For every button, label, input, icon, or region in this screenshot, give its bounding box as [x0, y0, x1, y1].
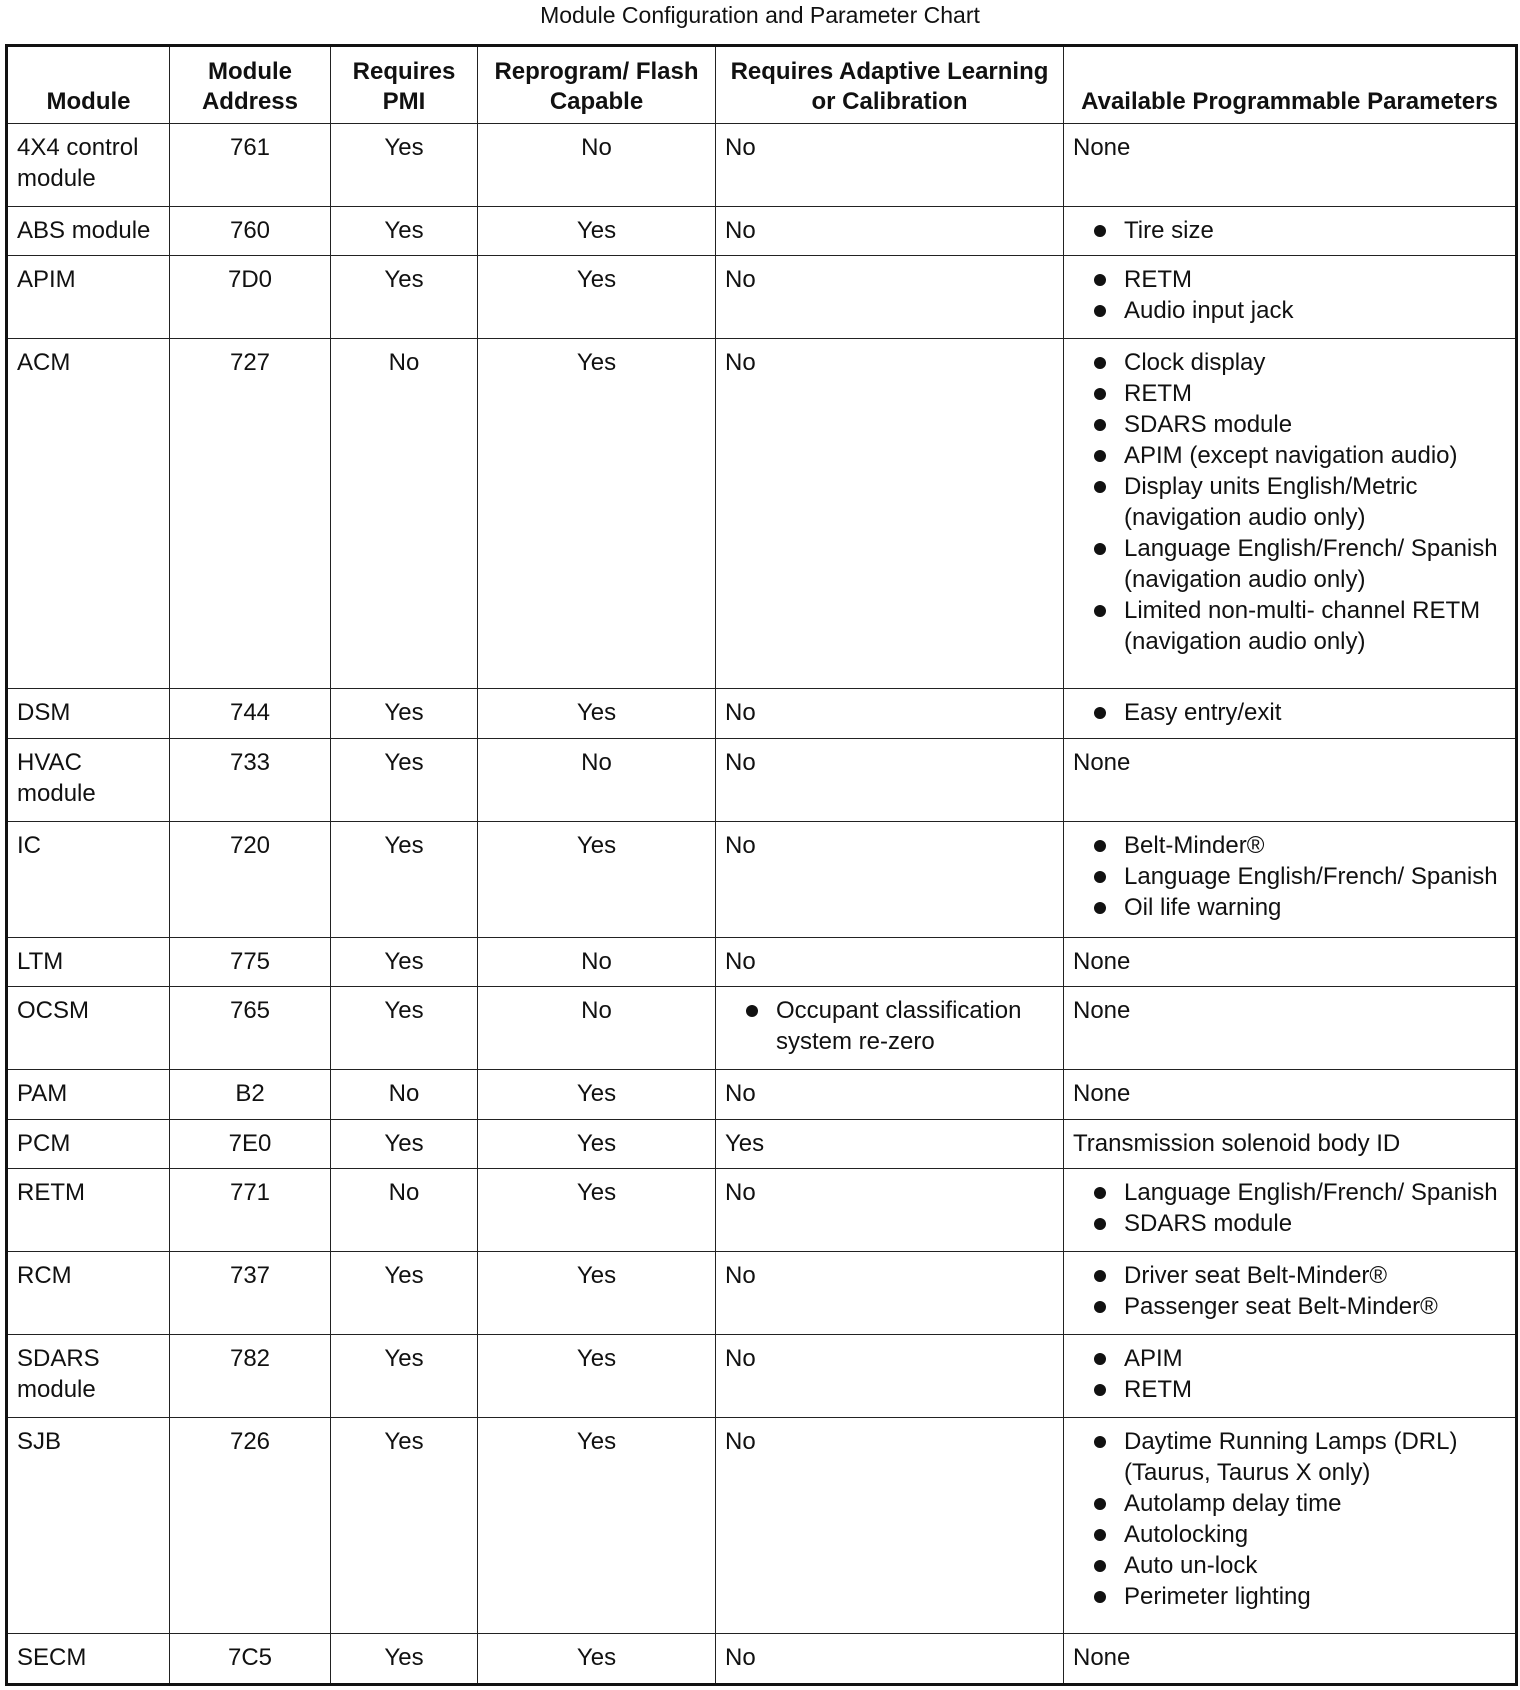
parameter-list [1073, 1177, 1506, 1239]
table-row [7, 1252, 1517, 1335]
cell-module: HVAC module [7, 738, 170, 821]
cell-adaptive-learning: No [716, 821, 1064, 937]
parameter-list-item: APIM (except navigation audio) [1073, 440, 1506, 471]
cell-programmable-parameters [1064, 1169, 1517, 1252]
parameter-list-item: Display units English/Metric (navigation audio only) [1073, 471, 1506, 533]
cell-reprogram-flash: Yes [478, 1252, 716, 1335]
cell-module: RETM [7, 1169, 170, 1252]
cell-module-address: 765 [170, 987, 331, 1070]
table-row [7, 1417, 1517, 1633]
cell-module: LTM [7, 937, 170, 987]
table-row [7, 339, 1517, 689]
table-row [7, 124, 1517, 207]
cell-reprogram-flash: Yes [478, 256, 716, 339]
cell-module-address: 775 [170, 937, 331, 987]
table-row [7, 937, 1517, 987]
cell-module-address: 727 [170, 339, 331, 689]
parameter-list-item: Passenger seat Belt-Minder® [1073, 1291, 1506, 1322]
cell-requires-pmi: Yes [331, 1252, 478, 1335]
module-configuration-table [5, 44, 1518, 1686]
cell-reprogram-flash: Yes [478, 1335, 716, 1418]
cell-adaptive-learning: No [716, 689, 1064, 739]
cell-module: ACM [7, 339, 170, 689]
cell-module: PAM [7, 1070, 170, 1120]
cell-requires-pmi: Yes [331, 124, 478, 207]
cell-module: ABS module [7, 206, 170, 256]
cell-requires-pmi: Yes [331, 987, 478, 1070]
cell-reprogram-flash: Yes [478, 1634, 716, 1685]
cell-module: SDARS module [7, 1335, 170, 1418]
cell-adaptive-learning [716, 987, 1064, 1070]
parameter-list-item: Perimeter lighting [1073, 1581, 1506, 1612]
parameter-list [1073, 264, 1506, 326]
cell-module-address: 720 [170, 821, 331, 937]
parameter-list-item: Daytime Running Lamps (DRL) (Taurus, Taurus X only) [1073, 1426, 1506, 1488]
parameter-list-item: RETM [1073, 378, 1506, 409]
parameter-list-item: Language English/French/ Spanish [1073, 861, 1506, 892]
table-body [7, 124, 1517, 1685]
cell-adaptive-learning: No [716, 1169, 1064, 1252]
parameter-list-item: Language English/French/ Spanish (navigation audio only) [1073, 533, 1506, 595]
header-requires-pmi: Requires PMI [331, 46, 478, 124]
cell-requires-pmi: Yes [331, 256, 478, 339]
cell-programmable-parameters: None [1064, 1634, 1517, 1685]
cell-programmable-parameters: None [1064, 987, 1517, 1070]
cell-programmable-parameters [1064, 256, 1517, 339]
cell-requires-pmi: Yes [331, 1119, 478, 1169]
cell-requires-pmi: Yes [331, 1335, 478, 1418]
parameter-list-item: RETM [1073, 1374, 1506, 1405]
cell-reprogram-flash: Yes [478, 1119, 716, 1169]
parameter-list-item: SDARS module [1073, 409, 1506, 440]
cell-module-address: 726 [170, 1417, 331, 1633]
cell-adaptive-learning: No [716, 937, 1064, 987]
header-module: Module [7, 46, 170, 124]
parameter-list [1073, 1260, 1506, 1322]
cell-module: PCM [7, 1119, 170, 1169]
cell-programmable-parameters: None [1064, 738, 1517, 821]
cell-adaptive-learning: No [716, 1252, 1064, 1335]
cell-programmable-parameters [1064, 689, 1517, 739]
cell-requires-pmi: No [331, 1070, 478, 1120]
cell-module-address: 761 [170, 124, 331, 207]
cell-reprogram-flash: Yes [478, 1417, 716, 1633]
parameter-list-item: Driver seat Belt-Minder® [1073, 1260, 1506, 1291]
header-adaptive-learning: Requires Adaptive Learning or Calibration [716, 46, 1064, 124]
cell-module-address: 760 [170, 206, 331, 256]
chart-title: Module Configuration and Parameter Chart [540, 2, 980, 28]
cell-adaptive-learning: No [716, 1070, 1064, 1120]
cell-adaptive-learning: No [716, 1335, 1064, 1418]
cell-module: SJB [7, 1417, 170, 1633]
cell-adaptive-learning: No [716, 206, 1064, 256]
cell-programmable-parameters [1064, 821, 1517, 937]
table-row [7, 1070, 1517, 1120]
cell-reprogram-flash: No [478, 987, 716, 1070]
cell-requires-pmi: Yes [331, 821, 478, 937]
cell-programmable-parameters [1064, 1417, 1517, 1633]
table-header [7, 46, 1517, 124]
cell-reprogram-flash: No [478, 937, 716, 987]
cell-module: DSM [7, 689, 170, 739]
table-row [7, 256, 1517, 339]
table-row [7, 987, 1517, 1070]
cell-module-address: B2 [170, 1070, 331, 1120]
header-row [7, 46, 1517, 124]
table-row [7, 1634, 1517, 1685]
cell-requires-pmi: Yes [331, 689, 478, 739]
cell-module-address: 7C5 [170, 1634, 331, 1685]
parameter-list-item: Belt-Minder® [1073, 830, 1506, 861]
cell-reprogram-flash: No [478, 124, 716, 207]
cell-module-address: 733 [170, 738, 331, 821]
cell-programmable-parameters: Transmission solenoid body ID [1064, 1119, 1517, 1169]
cell-reprogram-flash: Yes [478, 821, 716, 937]
cell-programmable-parameters: None [1064, 937, 1517, 987]
parameter-list [1073, 1426, 1506, 1612]
cell-module: OCSM [7, 987, 170, 1070]
parameter-list [1073, 1343, 1506, 1405]
header-reprogram-flash: Reprogram/ Flash Capable [478, 46, 716, 124]
parameter-list-item: Clock display [1073, 347, 1506, 378]
cell-module-address: 782 [170, 1335, 331, 1418]
cell-programmable-parameters: None [1064, 124, 1517, 207]
table-row [7, 821, 1517, 937]
cell-reprogram-flash: Yes [478, 339, 716, 689]
parameter-list [1073, 215, 1506, 246]
cell-module: APIM [7, 256, 170, 339]
cell-adaptive-learning: No [716, 256, 1064, 339]
cell-reprogram-flash: Yes [478, 206, 716, 256]
header-programmable-parameters: Available Programmable Parameters [1064, 46, 1517, 124]
table-row [7, 1335, 1517, 1418]
table-row [7, 206, 1517, 256]
cell-reprogram-flash: Yes [478, 1070, 716, 1120]
parameter-list-item: Limited non-multi- channel RETM (navigation audio only) [1073, 595, 1506, 657]
parameter-list-item: SDARS module [1073, 1208, 1506, 1239]
cell-module-address: 7D0 [170, 256, 331, 339]
table-row [7, 689, 1517, 739]
cell-module-address: 744 [170, 689, 331, 739]
parameter-list-item: Easy entry/exit [1073, 697, 1506, 728]
parameter-list-item: Oil life warning [1073, 892, 1506, 923]
adaptive-list [725, 995, 1054, 1057]
cell-module-address: 771 [170, 1169, 331, 1252]
cell-reprogram-flash: Yes [478, 689, 716, 739]
parameter-list-item: APIM [1073, 1343, 1506, 1374]
cell-adaptive-learning: No [716, 738, 1064, 821]
cell-reprogram-flash: Yes [478, 1169, 716, 1252]
cell-programmable-parameters [1064, 1335, 1517, 1418]
cell-programmable-parameters: None [1064, 1070, 1517, 1120]
parameter-list-item: Auto un-lock [1073, 1550, 1506, 1581]
parameter-list [1073, 347, 1506, 657]
cell-module: IC [7, 821, 170, 937]
cell-adaptive-learning: No [716, 124, 1064, 207]
cell-requires-pmi: No [331, 339, 478, 689]
cell-module-address: 737 [170, 1252, 331, 1335]
cell-module-address: 7E0 [170, 1119, 331, 1169]
parameter-list [1073, 697, 1506, 728]
cell-module: RCM [7, 1252, 170, 1335]
table-row [7, 1169, 1517, 1252]
cell-requires-pmi: Yes [331, 1634, 478, 1685]
parameter-list-item: Tire size [1073, 215, 1506, 246]
header-module-address: Module Address [170, 46, 331, 124]
adaptive-list-item: Occupant classification system re-zero [725, 995, 1054, 1057]
table-row [7, 1119, 1517, 1169]
cell-module: 4X4 control module [7, 124, 170, 207]
cell-programmable-parameters [1064, 206, 1517, 256]
cell-module: SECM [7, 1634, 170, 1685]
parameter-list-item: RETM [1073, 264, 1506, 295]
cell-reprogram-flash: No [478, 738, 716, 821]
cell-requires-pmi: Yes [331, 738, 478, 821]
cell-adaptive-learning: No [716, 339, 1064, 689]
parameter-list-item: Autolocking [1073, 1519, 1506, 1550]
cell-requires-pmi: Yes [331, 1417, 478, 1633]
parameter-list-item: Audio input jack [1073, 295, 1506, 326]
cell-adaptive-learning: No [716, 1634, 1064, 1685]
cell-adaptive-learning: No [716, 1417, 1064, 1633]
parameter-list-item: Language English/French/ Spanish [1073, 1177, 1506, 1208]
parameter-list-item: Autolamp delay time [1073, 1488, 1506, 1519]
cell-requires-pmi: No [331, 1169, 478, 1252]
cell-programmable-parameters [1064, 339, 1517, 689]
cell-requires-pmi: Yes [331, 937, 478, 987]
cell-programmable-parameters [1064, 1252, 1517, 1335]
parameter-list [1073, 830, 1506, 923]
table-row [7, 738, 1517, 821]
cell-requires-pmi: Yes [331, 206, 478, 256]
cell-adaptive-learning: Yes [716, 1119, 1064, 1169]
